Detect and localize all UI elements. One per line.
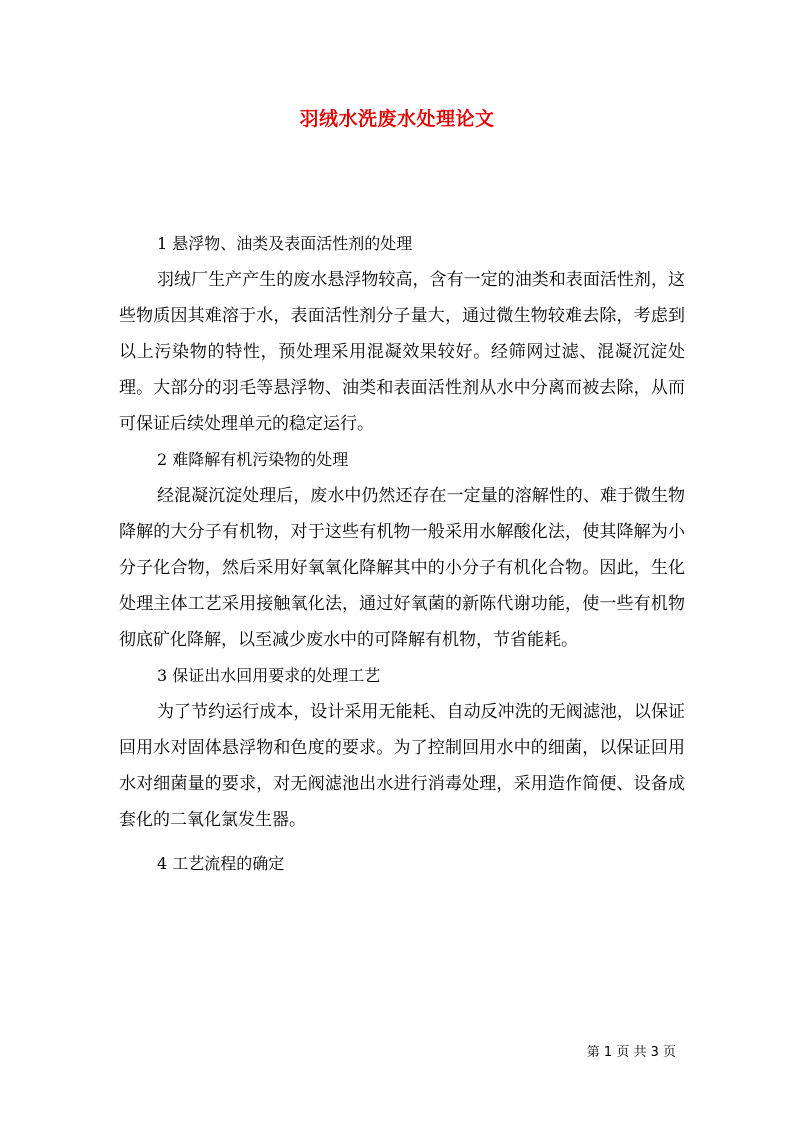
section-paragraph-1: 羽绒厂生产产生的废水悬浮物较高，含有一定的油类和表面活性剂，这些物质因其难溶于水，表面活性剂分子量大，通过微生物较难去除，考虑到以上污染物的特性，预处理采用混凝效果较好。经筛网过滤、混凝沉淀处理。大部分的羽毛等悬浮物、油类和表面活性剂从水中分离而被去除，从而可保证后续处理单元的稳定运行。 — [119, 270, 685, 434]
section-heading-3: 3 保证出水回用要求的处理工艺 — [157, 666, 381, 685]
section-heading-2: 2 难降解有机污染物的处理 — [157, 450, 349, 469]
section-paragraph-2: 经混凝沉淀处理后，废水中仍然还存在一定量的溶解性的、难于微生物降解的大分子有机物，对于这些有机物一般采用水解酸化法，使其降解为小分子化合物，然后采用好氧氧化降解其中的小分子有机化合物。因此，生化处理主体工艺采用接触氧化法，通过好氧菌的新陈代谢功能，使一些有机物彻底矿化降解，以至减少废水中的可降解有机物，节省能耗。 — [119, 486, 685, 650]
section-heading-4: 4 工艺流程的确定 — [157, 854, 285, 873]
document-title: 羽绒水洗废水处理论文 — [299, 108, 495, 130]
section-paragraph-3: 为了节约运行成本，设计采用无能耗、自动反冲洗的无阀滤池，以保证回用水对固体悬浮物和色度的要求。为了控制回用水中的细菌，以保证回用水对细菌量的要求，对无阀滤池出水进行消毒处理，采用造作简便、设备成套化的二氧化氯发生器。 — [119, 702, 685, 830]
page-number-footer: 第 1 页 共 3 页 — [586, 1045, 676, 1060]
section-heading-1: 1 悬浮物、油类及表面活性剂的处理 — [157, 234, 413, 253]
document-body — [119, 226, 685, 882]
